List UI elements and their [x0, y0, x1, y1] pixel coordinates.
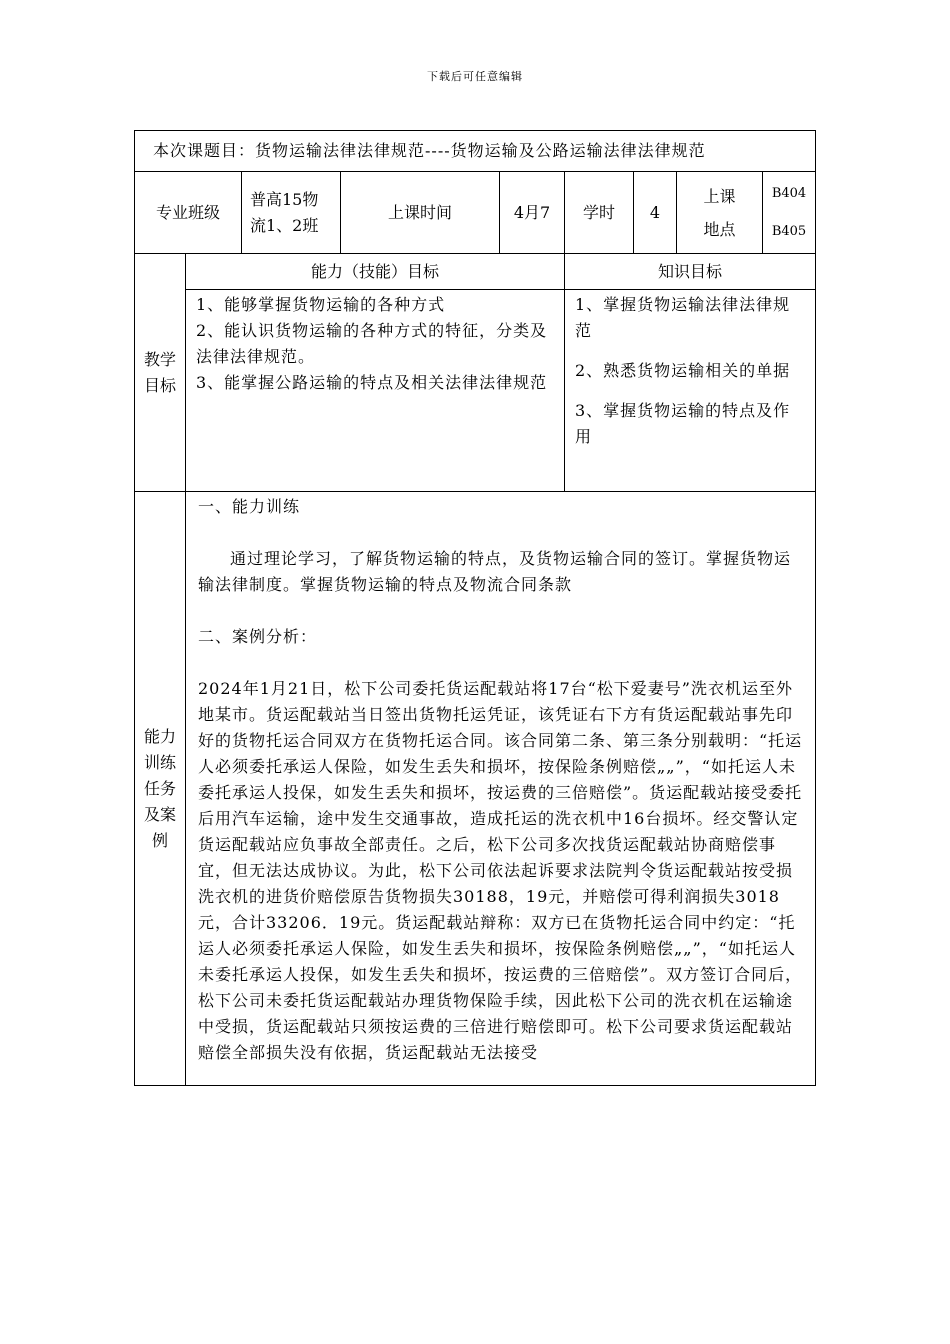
spacer	[198, 598, 803, 624]
lesson-title: 本次课题目：货物运输法律法律规范----货物运输及公路运输法律法律规范	[135, 131, 816, 172]
ability-goals-header: 能力（技能）目标	[186, 254, 565, 290]
spacer	[198, 650, 803, 676]
teaching-goals-label-1: 教学	[143, 349, 176, 369]
tasks-label-line: 及案	[143, 804, 176, 824]
lesson-plan-table	[134, 130, 816, 1086]
hours-label: 学时	[565, 172, 634, 254]
ability-goal-item: 3、能掌握公路运输的特点及相关法律法律规范	[196, 373, 548, 392]
knowledge-goal-item: 2、熟悉货物运输相关的单据	[575, 361, 791, 380]
knowledge-goals-header: 知识目标	[565, 254, 816, 290]
tasks-label	[135, 492, 186, 1086]
ability-goal-item: 2、能认识货物运输的各种方式的特征，分类及法律法律规范。	[196, 321, 548, 366]
class-line-2: 流1、2班	[250, 215, 319, 235]
ability-goals-list	[186, 290, 565, 492]
section-1-title: 一、能力训练	[198, 497, 301, 516]
knowledge-goals-list	[565, 290, 816, 492]
major-class-label: 专业班级	[135, 172, 242, 254]
tasks-label-line: 例	[151, 830, 168, 850]
class-date: 4月7	[500, 172, 565, 254]
goals-content-row	[135, 290, 816, 492]
page-header-note: 下载后可任意编辑	[427, 70, 523, 83]
knowledge-goal-item: 3、掌握货物运输的特点及作用	[575, 401, 791, 446]
knowledge-goal-item: 1、掌握货物运输法律法律规范	[575, 295, 791, 340]
class-time-label: 上课时间	[341, 172, 500, 254]
goals-header-row	[135, 254, 816, 290]
tasks-label-line: 任务	[143, 778, 176, 798]
teaching-goals-label-2: 目标	[143, 375, 176, 395]
tasks-row	[135, 492, 816, 1086]
class-value	[242, 172, 341, 254]
ability-goal-item: 1、能够掌握货物运输的各种方式	[196, 295, 446, 314]
tasks-label-line: 能力	[143, 726, 176, 746]
room-value	[763, 172, 816, 254]
hours-value: 4	[634, 172, 677, 254]
place-label	[677, 172, 763, 254]
place-label-line-1: 上课	[703, 186, 736, 206]
room-2: B405	[771, 223, 807, 239]
room-1: B404	[771, 185, 807, 201]
section-1-body: 通过理论学习，了解货物运输的特点，及货物运输合同的签订。掌握货物运输法律制度。掌握货物运输的特点及物流合同条款	[198, 549, 792, 594]
section-2-title: 二、案例分析：	[198, 627, 318, 646]
case-study-text: 2024年1月21日，松下公司委托货运配载站将17台“松下爱妻号”洗衣机运至外地某市。货运配载站当日签出货物托运凭证，该凭证右下方有货运配载站事先印好的货物托运合同双方在货物托运合同。该合同第二条、第三条分别载明：“托运人必须委托承运人保险，如发生丢失和损坏，按保险条例赔偿„„”，“如托运人未委托承运人投保，如发生丢失和损坏，按运费的三倍赔偿”。货运配载站接受委托后用汽车运输，途中发生交通事故，造成托运的洗衣机中16台损坏。经交警认定货运配载站应负事故全部责任。之后，松下公司多次找货运配载站协商赔偿事宜，但无法达成协议。为此，松下公司依法起诉要求法院判令货运配载站按受损洗衣机的进货价赔偿原告货物损失30188，19元，并赔偿可得利润损失3018元，合计33206．19元。货运配载站辩称：双方已在货物托运合同中约定：“托运人必须委托承运人保险，如发生丢失和损坏，按保险条例赔偿„„”，“如托运人未委托承运人投保，如发生丢失和损坏，按运费的三倍赔偿”。双方签订合同后，松下公司未委托货运配载站办理货物保险手续，因此松下公司的洗衣机在运输途中受损，货运配载站只须按运费的三倍进行赔偿即可。松下公司要求货运配载站赔偿全部损失没有依据，货运配载站无法接受	[198, 679, 803, 1062]
place-label-line-2: 地点	[703, 219, 736, 239]
tasks-content	[186, 492, 816, 1086]
title-row	[135, 131, 816, 172]
spacer	[198, 520, 803, 546]
tasks-label-line: 训练	[143, 752, 176, 772]
teaching-goals-label	[135, 254, 186, 492]
class-line-1: 普高15物	[250, 189, 319, 209]
info-row	[135, 172, 816, 254]
